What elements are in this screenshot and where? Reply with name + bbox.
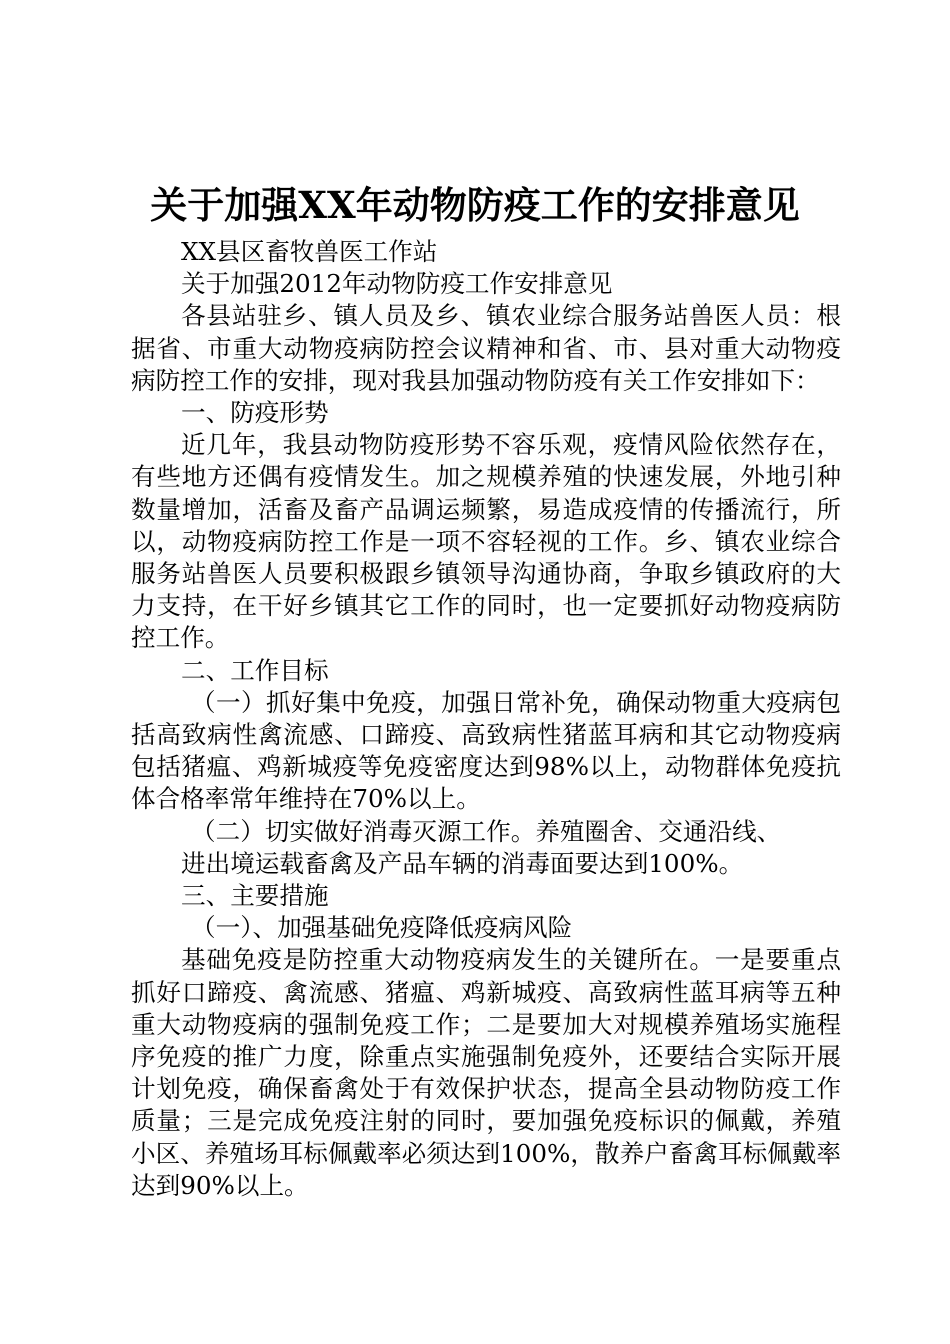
measure-heading-1: （一）、加强基础免疫降低疫病风险 (191, 913, 573, 943)
subtitle-line: 关于加强2012年动物防疫工作安排意见 (181, 269, 613, 299)
goal-paragraph-2-continued: 进出境运载畜禽及产品车辆的消毒面要达到100%。 (181, 848, 744, 878)
issuer-line: XX县区畜牧兽医工作站 (181, 237, 438, 266)
document-title: 关于加强XX年动物防疫工作的安排意见 (150, 183, 800, 227)
section-heading-1: 一、防疫形势 (181, 398, 329, 428)
section-heading-2: 二、工作目标 (181, 655, 329, 685)
document-body (131, 236, 841, 1202)
section-paragraph-1: 近几年，我县动物防疫形势不容乐观，疫情风险依然存在，有些地方还偶有疫情发生。加之规模养殖的快速发展，外地引种数量增加，活畜及畜产品调运频繁，易造成疫情的传播流行，所以，动物疫病防控工作是一项不容轻视的工作。乡、镇农业综合服务站兽医人员要积极跟乡镇领导沟通协商，争取乡镇政府的大力支持，在干好乡镇其它工作的同时，也一定要抓好动物疫病防控工作。 (131, 430, 841, 653)
goal-paragraph-2: （二）切实做好消毒灭源工作。养殖圈舍、交通沿线、 (191, 816, 782, 846)
measure-paragraph-1: 基础免疫是防控重大动物疫病发生的关键所在。一是要重点抓好口蹄疫、禽流感、猪瘟、鸡新城疫、高致病性蓝耳病等五种重大动物疫病的强制免疫工作；二是要加大对规模养殖场实施程序免疫的推广力度，除重点实施强制免疫外，还要结合实际开展计划免疫，确保畜禽处于有效保护状态，提高全县动物防疫工作质量；三是完成免疫注射的同时，要加强免疫标识的佩戴，养殖小区、养殖场耳标佩戴率必须达到100%，散养户畜禽耳标佩戴率达到90%以上。 (131, 945, 841, 1200)
section-heading-3: 三、主要措施 (181, 881, 329, 911)
addressee-paragraph: 各县站驻乡、镇人员及乡、镇农业综合服务站兽医人员：根据省、市重大动物疫病防控会议精神和省、市、县对重大动物疫病防控工作的安排，现对我县加强动物防疫有关工作安排如下： (131, 301, 841, 395)
goal-paragraph-1: （一）抓好集中免疫，加强日常补免，确保动物重大疫病包括高致病性禽流感、口蹄疫、高致病性猪蓝耳病和其它动物疫病包括猪瘟、鸡新城疫等免疫密度达到98%以上，动物群体免疫抗体合格率常年维持在70%以上。 (131, 687, 841, 814)
